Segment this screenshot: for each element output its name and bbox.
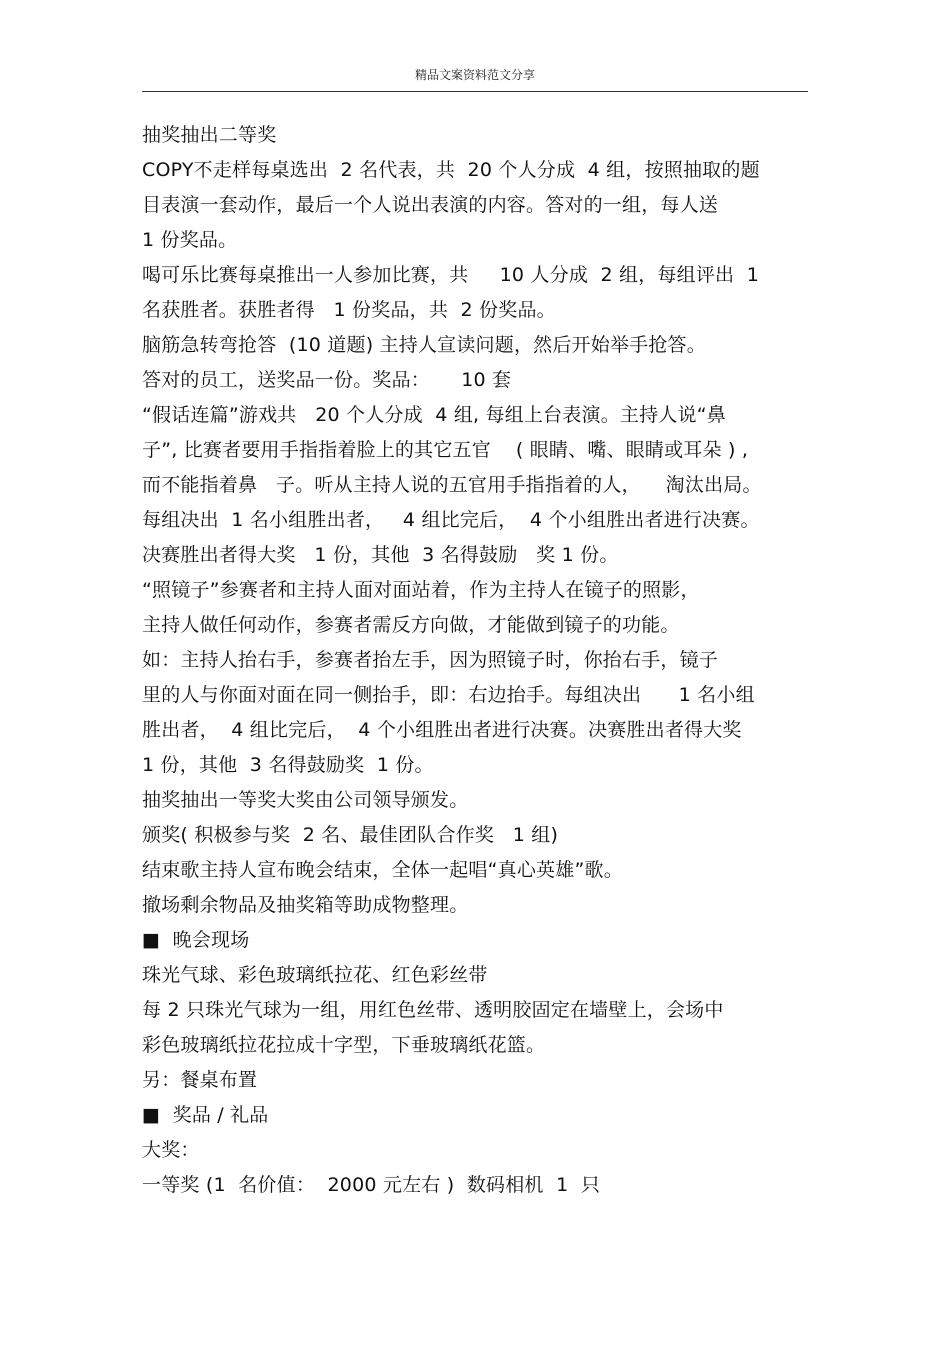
section-heading-venue: ■ 晚会现场 — [142, 929, 250, 951]
page-header-title: 精品文案资料范文分享 — [414, 68, 535, 82]
text-line: 1 份奖品。 — [142, 229, 238, 251]
text-line: COPY不走样每桌选出 2 名代表，共 20 个人分成 4 组，按照抽取的题 — [142, 159, 760, 181]
text-line: “照镜子”参赛者和主持人面对面站着，作为主持人在镜子的照影， — [142, 579, 700, 601]
text-line: 每组决出 1 名小组胜出者， 4 组比完后， 4 个小组胜出者进行决赛。 — [142, 509, 760, 531]
text-line: 决赛胜出者得大奖 1 份，其他 3 名得鼓励 奖 1 份。 — [142, 544, 619, 566]
text-line: 珠光气球、彩色玻璃纸拉花、红色彩丝带 — [142, 964, 488, 986]
text-line: 大奖： — [142, 1139, 200, 1161]
text-line: 里的人与你面对面在同一侧抬手，即：右边抬手。每组决出 1 名小组 — [142, 684, 755, 706]
text-line: 结束歌主持人宣布晚会结束，全体一起唱“真心英雄”歌。 — [142, 859, 623, 881]
text-line: 目表演一套动作，最后一个人说出表演的内容。答对的一组，每人送 — [142, 194, 719, 216]
text-line: 而不能指着鼻 子。听从主持人说的五官用手指指着的人， 淘汰出局。 — [142, 474, 762, 496]
header-divider — [142, 91, 808, 92]
text-line: 每 2 只珠光气球为一组，用红色丝带、透明胶固定在墙壁上，会场中 — [142, 999, 724, 1021]
text-line: 撤场剩余物品及抽奖箱等助成物整理。 — [142, 894, 469, 916]
document-body — [142, 123, 808, 1208]
text-line: 一等奖 (1 名价值： 2000 元左右 ) 数码相机 1 只 — [142, 1174, 601, 1196]
text-line: 主持人做任何动作，参赛者需反方向做，才能做到镜子的功能。 — [142, 614, 680, 636]
text-line: 1 份，其他 3 名得鼓励奖 1 份。 — [142, 754, 434, 776]
section-heading-prizes: ■ 奖品 / 礼品 — [142, 1104, 269, 1126]
text-line: 答对的员工，送奖品一份。奖品： 10 套 — [142, 369, 512, 391]
text-line: 子”, 比赛者要用手指指着脸上的其它五官 ( 眼睛、嘴、眼睛或耳朵 ) , — [142, 439, 749, 461]
text-line: 名获胜者。获胜者得 1 份奖品，共 2 份奖品。 — [142, 299, 556, 321]
text-line: 脑筋急转弯抢答 (10 道题) 主持人宣读问题，然后开始举手抢答。 — [142, 334, 706, 356]
text-line: 抽奖抽出二等奖 — [142, 124, 277, 146]
text-line: 另：餐桌布置 — [142, 1069, 258, 1091]
text-line: 抽奖抽出一等奖大奖由公司领导颁发。 — [142, 789, 469, 811]
text-line: “假话连篇”游戏共 20 个人分成 4 组, 每组上台表演。主持人说“鼻 — [142, 404, 726, 426]
text-line: 如：主持人抬右手，参赛者抬左手，因为照镜子时，你抬右手，镜子 — [142, 649, 719, 671]
text-line: 颁奖( 积极参与奖 2 名、最佳团队合作奖 1 组) — [142, 824, 559, 846]
text-line: 胜出者， 4 组比完后， 4 个小组胜出者进行决赛。决赛胜出者得大奖 — [142, 719, 742, 741]
text-line: 彩色玻璃纸拉花拉成十字型，下垂玻璃纸花篮。 — [142, 1034, 546, 1056]
text-line: 喝可乐比赛每桌推出一人参加比赛，共 10 人分成 2 组，每组评出 1 — [142, 264, 759, 286]
